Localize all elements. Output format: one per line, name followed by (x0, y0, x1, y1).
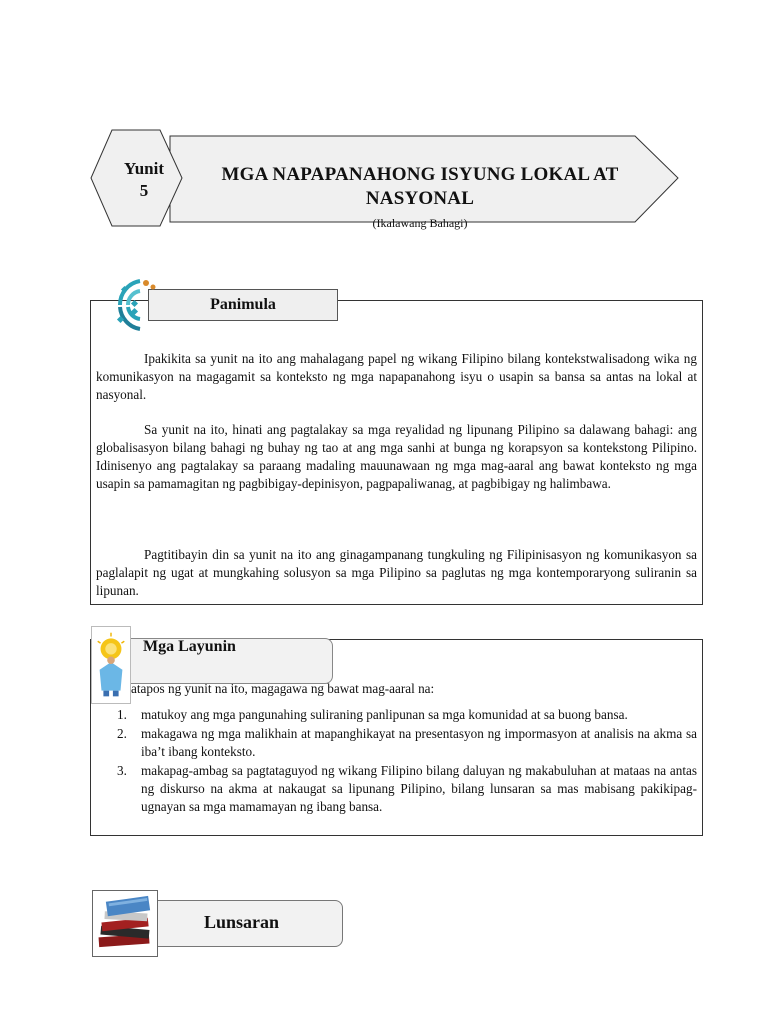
list-item (100, 762, 697, 816)
layunin-intro: atapos ng yunit na ito, magagawa ng bawat mag-aaral na: (131, 681, 435, 696)
unit-number: 5 (139, 181, 149, 200)
objective-number: 2. (117, 726, 127, 741)
objective-text: makapag-ambag sa pagtataguyod ng wikang Filipino bilang daluyan ng makabuluhan at mataas na antas ng diskurso na akma at nakaugat sa lipunang Pilipino, bilang lunsaran sa mas mabisang pakikipag-ugnayan sa mga mamamayan ng ibang bansa. (141, 763, 697, 814)
objective-number: 1. (117, 707, 127, 722)
objective-text: makagawa ng mga malikhain at mapanghikayat na presentasyon ng impormasyon at analisis na akma sa iba’t ibang konteksto. (141, 726, 697, 759)
panimula-paragraph-1: Ipakikita sa yunit na ito ang mahalagang papel ng wikang Filipino bilang kontekstwalisadong wika ng komunikasyon na magagamit sa konteksto ng mga napapanahong isyu o usapin sa bansa sa antas na lokal at nasyonal. (96, 351, 697, 402)
panimula-heading: Panimula (148, 289, 338, 321)
circle-pattern-icon (116, 277, 164, 333)
objective-text: matukoy ang mga pangunahing suliraning panlipunan sa mga komunidad at sa buong bansa. (141, 707, 628, 722)
list-item (100, 706, 697, 724)
unit-label-word: Yunit (123, 159, 164, 178)
book-stack-icon (92, 890, 158, 957)
objective-number: 3. (117, 763, 127, 778)
page-title-line2: NASYONAL (365, 188, 475, 209)
layunin-heading: Mga Layunin (143, 638, 236, 655)
objectives-list (100, 706, 697, 817)
unit-label (108, 158, 180, 202)
list-item (100, 725, 697, 761)
page-subtitle: (Ikalawang Bahagi) (372, 216, 468, 230)
page-title-line1: MGA NAPAPANAHONG ISYUNG LOKAL AT (221, 164, 619, 185)
page-title (195, 163, 645, 211)
panimula-paragraph-3: Pagtitibayin din sa yunit na ito ang ginagampanang tungkuling ng Filipinisasyon ng komunikasyon sa paglalapit ng ugat at mungkahing solusyon sa mga Pilipino sa paglutas ng mga kontemporaryong suliranin sa lipunan. (96, 547, 697, 598)
lunsaran-heading: Lunsaran (204, 912, 280, 932)
lightbulb-person-icon (91, 626, 131, 704)
panimula-paragraph-2: Sa yunit na ito, hinati ang pagtalakay sa mga reyalidad ng lipunang Pilipino sa dalawang bahagi: ang globalisasyon bilang bahagi ng buhay ng tao at ang mga sanhi at bunga ng korapsyon sa kontekstong Pilipino. Idinisenyo ang pagtalakay sa paraang madaling mauunawaan ng mga mag-aaral ang bawat konteksto ng mga usapin sa pamamagitan ng pagbibigay-depinisyon, pagpapaliwanag, at pagbibigay ng halimbawa. (96, 422, 697, 491)
